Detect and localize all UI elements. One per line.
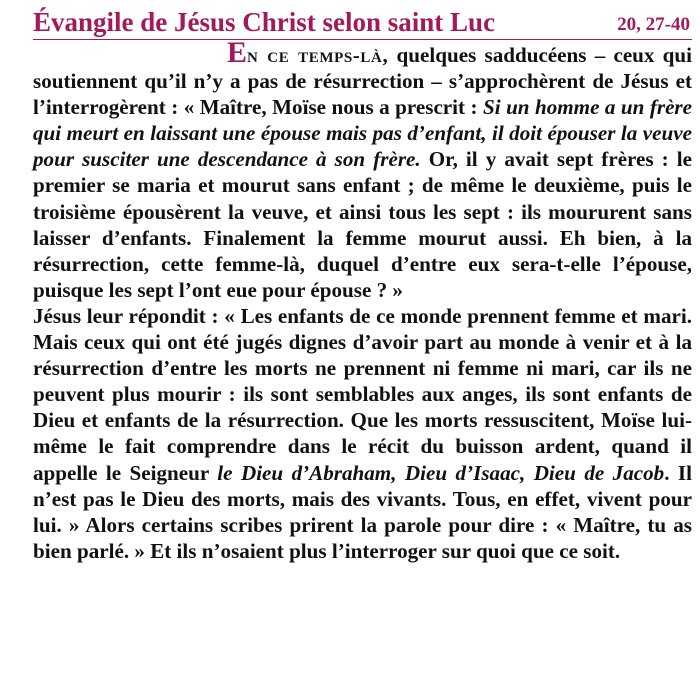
gospel-title: Évangile de Jésus Christ selon saint Luc xyxy=(33,7,496,37)
verse-reference: 20, 27-40 xyxy=(617,14,690,35)
paragraph-1 xyxy=(33,36,693,303)
opening-smallcaps: n ce temps-là, xyxy=(247,43,389,67)
header xyxy=(33,4,692,40)
paragraph-2-text-a: Jésus leur répondit : « Les enfants de ce monde prennent femme et mari. Mais ceux qui ont été jugés dignes d’avoir part au monde à venir et à la résurrection d’entre les morts ne prennent ni femme ni mari, car ils ne peuvent plus mourir : ils sont semblables aux anges, ils sont enfants de Dieu et enfants de la résurrection. Que les morts ressuscitent, Moïse lui-même le fait comprendre dans le récit du buisson ardent, quand il appelle le Seigneur xyxy=(33,303,692,485)
paragraph-2-text-b: . Il n’est pas le Dieu des morts, mais des vivants. Tous, en effet, vivent pour lui. » Alors certains scribes prirent la parole pour dire : « Maître, tu as bien parlé. » Et ils n’osaient plus l’interroger sur quoi que ce soit. xyxy=(33,460,692,563)
gospel-text xyxy=(33,36,693,564)
paragraph-1-text-a: quelques sadducéens – ceux qui soutiennent qu’il n’y a pas de résurrection – s’approchèrent de Jésus et l’interrogèrent : « Maître, Moïse nous a prescrit : xyxy=(33,43,693,120)
divine-names-italic: le Dieu d’Abraham, Dieu d’Isaac, Dieu de Jacob xyxy=(217,460,665,485)
paragraph-1-text-b: Or, il y avait sept frères : le premier se maria et mourut sans enfant ; de même le deuxième, puis le troisième épousèrent la veuve, et ainsi tous les sept : ils moururent sans laisser d’enfants. Finalement la femme mourut aussi. Eh bien, à la résurrection, cette femme-là, duquel d’entre eux sera-t-elle l’épouse, puisque les sept l’ont eue pour épouse ? » xyxy=(33,147,692,302)
drop-cap: E xyxy=(227,36,248,69)
scripture-quote-italic: Si un homme a un frère qui meurt en laissant une épouse mais pas d’enfant, il doit épouser la veuve pour susciter une descendance à son frère. xyxy=(33,95,693,172)
paragraph-2 xyxy=(33,303,692,564)
